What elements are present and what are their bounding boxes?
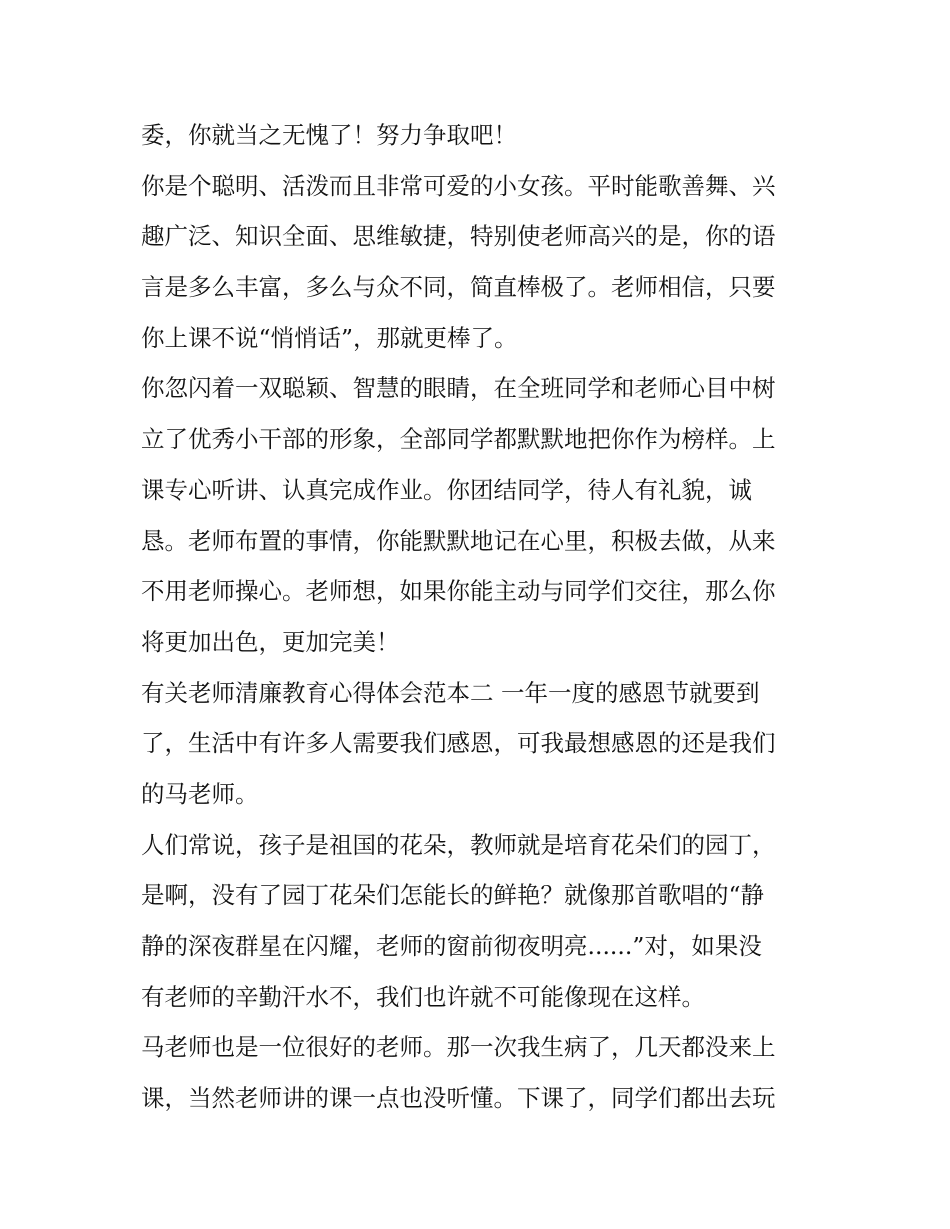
text-line: 有关老师清廉教育心得体会范本二 一年一度的感恩节就要到 bbox=[141, 678, 760, 707]
text-line: 课专心听讲、认真完成作业。你团结同学，待人有礼貌，诚 bbox=[141, 475, 752, 504]
text-line: 静的深夜群星在闪耀，老师的窗前彻夜明亮......”对，如果没 bbox=[141, 932, 762, 960]
text-line: 恳。老师布置的事情，你能默默地记在心里，积极去做，从来 bbox=[141, 526, 776, 555]
text-line: 了，生活中有许多人需要我们感恩，可我最想感恩的还是我们 bbox=[141, 729, 776, 758]
text-line: 有老师的辛勤汗水不，我们也许就不可能像现在这样。 bbox=[141, 982, 705, 1011]
text-line: 人们常说，孩子是祖国的花朵，教师就是培育花朵们的园丁， bbox=[141, 830, 776, 859]
text-line: 立了优秀小干部的形象，全部同学都默默地把你作为榜样。上 bbox=[141, 425, 776, 454]
text-line: 马老师也是一位很好的老师。那一次我生病了，几天都没来上 bbox=[141, 1033, 776, 1062]
text-line: 委，你就当之无愧了！努力争取吧！ bbox=[141, 121, 517, 149]
text-line: 你是个聪明、活泼而且非常可爱的小女孩。平时能歌善舞、兴 bbox=[141, 171, 776, 200]
text-line: 是啊，没有了园丁花朵们怎能长的鲜艳？就像那首歌唱的“静 bbox=[141, 881, 765, 910]
text-line: 趣广泛、知识全面、思维敏捷，特别使老师高兴的是，你的语 bbox=[141, 222, 776, 251]
text-line: 言是多么丰富，多么与众不同，简直棒极了。老师相信，只要 bbox=[141, 273, 776, 302]
document-body bbox=[141, 110, 821, 1124]
text-line: 你忽闪着一双聪颖、智慧的眼睛，在全班同学和老师心目中树 bbox=[141, 374, 776, 403]
text-line: 课，当然老师讲的课一点也没听懂。下课了，同学们都出去玩 bbox=[141, 1084, 776, 1113]
text-line: 的马老师。 bbox=[141, 779, 259, 808]
text-line: 不用老师操心。老师想，如果你能主动与同学们交往，那么你 bbox=[141, 577, 776, 606]
text-line: 你上课不说“悄悄话”，那就更棒了。 bbox=[141, 323, 518, 352]
text-line: 将更加出色，更加完美！ bbox=[141, 627, 400, 656]
